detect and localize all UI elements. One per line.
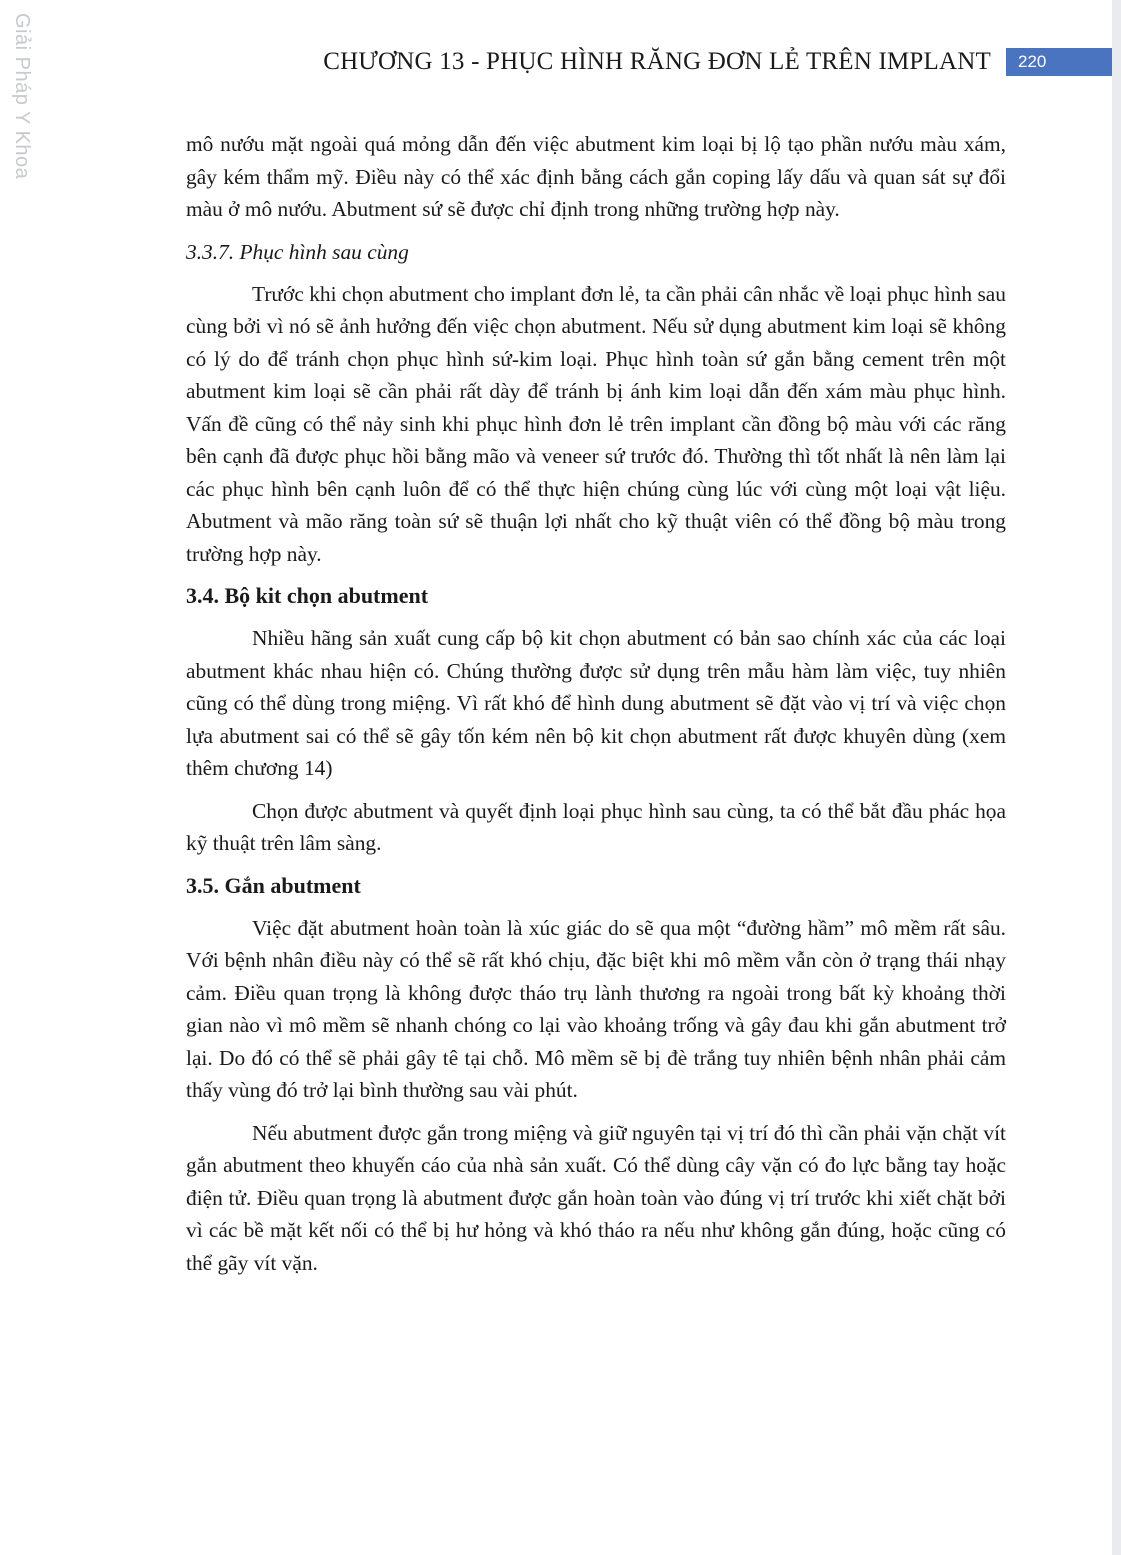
- page-content: [186, 128, 1006, 1279]
- paragraph-3-4-a: Nhiều hãng sản xuất cung cấp bộ kit chọn abutment có bản sao chính xác của các loại abutment khác nhau hiện có. Chúng thường được sử dụng trên mẫu hàm làm việc, tuy nhiên cũng có thể dùng trong miệng. Vì rất khó để hình dung abutment sẽ đặt vào vị trí và việc chọn lựa abutment sai có thể sẽ gây tốn kém nên bộ kit chọn abutment rất được khuyên dùng (xem thêm chương 14): [186, 626, 1006, 780]
- subsection-heading-3-3-7: 3.3.7. Phục hình sau cùng: [186, 239, 409, 264]
- paragraph-3-4-b: Chọn được abutment và quyết định loại phục hình sau cùng, ta có thể bắt đầu phác họa kỹ thuật trên lâm sàng.: [186, 798, 1006, 855]
- section-heading-3-4: 3.4. Bộ kit chọn abutment: [186, 583, 429, 608]
- paragraph-3-3-7: Trước khi chọn abutment cho implant đơn lẻ, ta cần phải cân nhắc về loại phục hình sau cùng bởi vì nó sẽ ảnh hưởng đến việc chọn abutment. Nếu sử dụng abutment kim loại sẽ không có lý do để tránh chọn phục hình sứ-kim loại. Phục hình toàn sứ gắn bằng cement trên một abutment kim loại sẽ cần phải rất dày để tránh bị ánh kim loại dẫn đến xám màu phục hình. Vấn đề cũng có thể nảy sinh khi phục hình đơn lẻ trên implant cần đồng bộ màu với các răng bên cạnh đã được phục hồi bằng mão và veneer sứ trước đó. Thường thì tốt nhất là nên làm lại các phục hình bên cạnh luôn để có thể thực hiện chúng cùng lúc với cùng một loại vật liệu. Abutment và mão răng toàn sứ sẽ thuận lợi nhất cho kỹ thuật viên có thể đồng bộ màu trong trường hợp này.: [186, 281, 1006, 566]
- paragraph-intro: mô nướu mặt ngoài quá mỏng dẫn đến việc abutment kim loại bị lộ tạo phần nướu màu xám, gây kém thẩm mỹ. Điều này có thể xác định bằng cách gắn coping lấy dấu và quan sát sự đổi màu ở mô nướu. Abutment sứ sẽ được chỉ định trong những trường hợp này.: [186, 132, 1006, 221]
- side-watermark: Giải Pháp Y Khoa: [11, 13, 33, 180]
- section-heading-3-5: 3.5. Gắn abutment: [186, 872, 361, 898]
- paragraph-3-5-b: Nếu abutment được gắn trong miệng và giữ nguyên tại vị trí đó thì cần phải vặn chặt vít gắn abutment theo khuyến cáo của nhà sản xuất. Có thể dùng cây vặn có đo lực bằng tay hoặc điện tử. Điều quan trọng là abutment được gắn hoàn toàn vào đúng vị trí trước khi xiết chặt bởi vì các bề mặt kết nối có thể bị hư hỏng và khó tháo ra nếu như không gắn đúng, hoặc cũng có thể gãy vít vặn.: [186, 1120, 1006, 1275]
- page-edge: [1112, 0, 1121, 1555]
- page-number-badge: 220: [1006, 48, 1112, 76]
- paragraph-3-5-a: Việc đặt abutment hoàn toàn là xúc giác do sẽ qua một “đường hầm” mô mềm rất sâu. Với bệnh nhân điều này có thể sẽ rất khó chịu, đặc biệt khi mô mềm vẫn còn ở trạng thái nhạy cảm. Điều quan trọng là không được tháo trụ lành thương ra ngoài trong bất kỳ khoảng thời gian nào vì mô mềm sẽ nhanh chóng co lại vào khoảng trống và gây đau khi gắn abutment trở lại. Do đó có thể sẽ phải gây tê tại chỗ. Mô mềm sẽ bị đè trắng tuy nhiên bệnh nhân phải cảm thấy vùng đó trở lại bình thường sau vài phút.: [186, 915, 1006, 1102]
- page-header: [0, 44, 1112, 82]
- chapter-title: CHƯƠNG 13 - PHỤC HÌNH RĂNG ĐƠN LẺ TRÊN IMPLANT: [323, 48, 991, 75]
